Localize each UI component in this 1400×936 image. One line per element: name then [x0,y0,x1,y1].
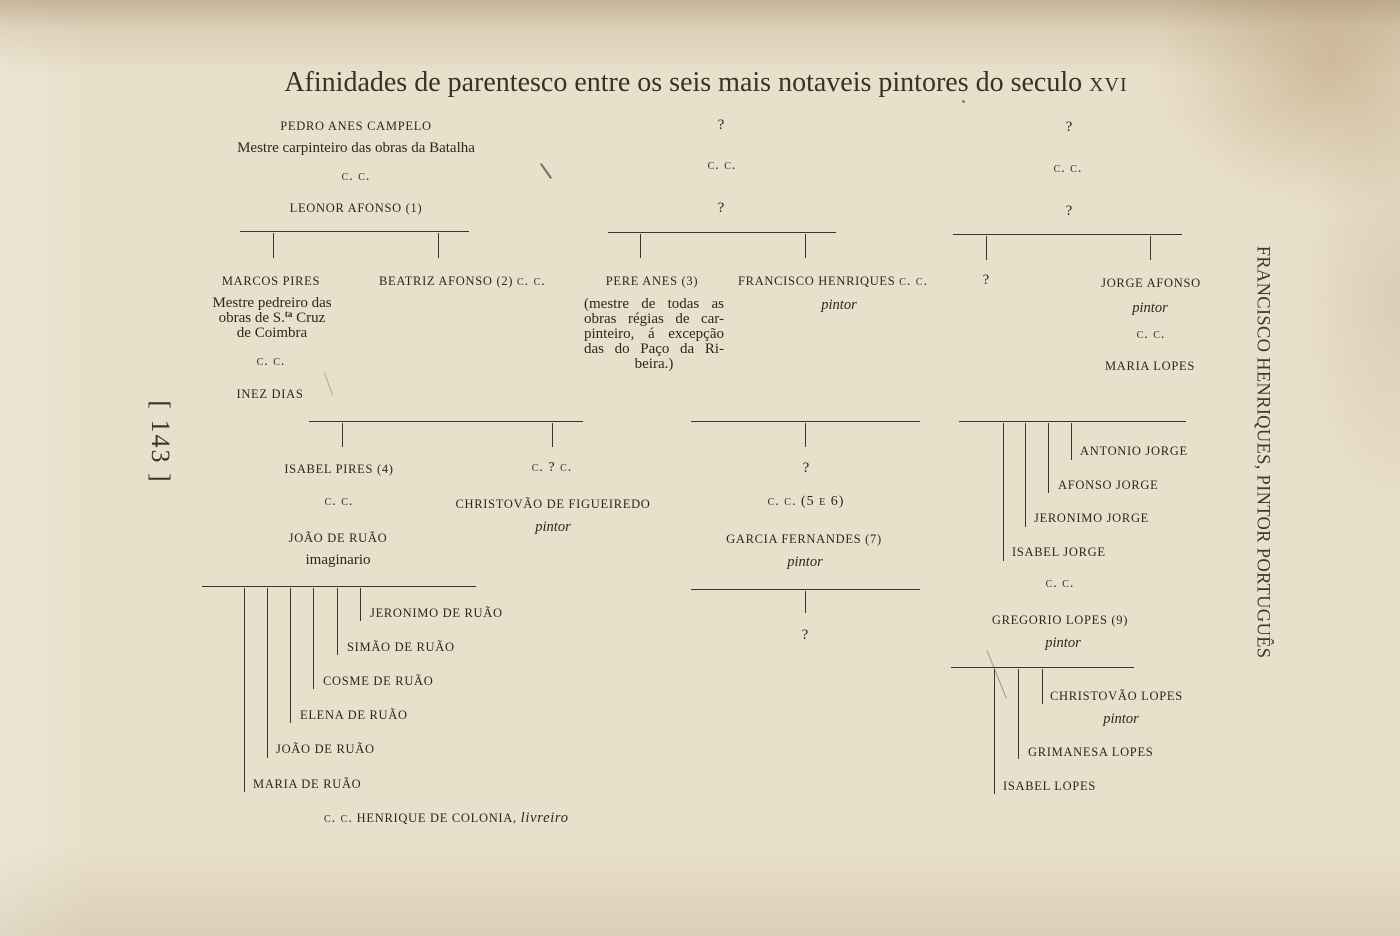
person-henrique-de-colonia [324,810,569,827]
person-jeronimo-de-ruao: JERONIMO DE RUÃO [370,606,503,620]
note-line: obras régias de car- [584,311,724,327]
occupation-label: pintor [535,519,571,535]
person-name: FRANCISCO HENRIQUES [738,274,896,288]
ink-speck [324,373,333,396]
connector-line [244,588,245,792]
connector-line [691,589,920,590]
connector-line [1018,669,1019,759]
person-pere-anes: PERE ANES (3) [605,274,699,288]
connector-line [290,588,291,723]
person-joao-de-ruao-junior: JOÃO DE RUÃO [276,742,375,756]
connector-line [805,591,806,613]
person-name: HENRIQUE DE COLONIA, [356,811,517,825]
connector-line [273,233,274,258]
connector-line [202,586,476,587]
person-jorge-afonso: JORGE AFONSO [1101,276,1201,290]
connector-line [313,588,314,689]
person-maria-de-ruao: MARIA DE RUÃO [253,777,362,791]
person-grimanesa-lopes: GRIMANESA LOPES [1028,745,1154,759]
connector-line [337,588,338,655]
person-elena-de-ruao: ELENA DE RUÃO [300,708,408,722]
connector-line [1150,236,1151,260]
connector-line [1071,423,1072,460]
person-francisco-henriques [738,273,928,290]
marriage-label: c. c. (5 e 6) [767,494,845,509]
occupation-label: pintor [821,297,857,313]
person-inez-dias: INEZ DIAS [236,387,304,401]
occupation-label: livreiro [520,810,569,826]
person-antonio-jorge: ANTONIO JORGE [1080,444,1188,458]
person-isabel-pires: ISABEL PIRES (4) [284,462,394,476]
marriage-label: c. c. [1136,327,1166,342]
person-joao-de-ruao: JOÃO DE RUÃO [288,531,388,545]
unknown-person: ? [802,460,810,476]
connector-line [986,236,987,260]
connector-line [438,233,439,258]
connector-line [691,421,920,422]
person-pedro-anes-campelo: PEDRO ANES CAMPELO [280,119,432,133]
person-note [202,296,342,341]
unknown-person: ? [717,200,725,216]
marriage-label: c. c. [899,274,929,289]
marriage-label: c. ? c. [531,460,573,475]
connector-line [805,234,806,258]
person-simao-de-ruao: SIMÃO DE RUÃO [347,640,455,654]
connector-line [959,421,1186,422]
title-century: xvi [1089,67,1128,98]
person-isabel-lopes: ISABEL LOPES [1003,779,1097,793]
connector-line [608,232,836,233]
unknown-person: ? [717,117,725,133]
connector-line [552,423,553,447]
connector-line [951,667,1134,668]
person-jeronimo-jorge: JERONIMO JORGE [1034,511,1150,525]
person-marcos-pires: MARCOS PIRES [221,274,321,288]
unknown-person: ? [982,272,990,288]
note-line: das do Paço da Ri- [584,341,724,357]
occupation-label: pintor [1103,711,1139,727]
note-text: Cruz [292,310,326,326]
person-christovao-lopes: CHRISTOVÃO LOPES [1050,689,1183,703]
connector-line [953,234,1182,235]
note-line: Mestre pedreiro das [212,295,332,311]
occupation-label: pintor [787,554,823,570]
connector-line [1003,423,1004,561]
ink-speck [540,163,552,179]
note-line [202,311,342,326]
ink-speck [962,100,965,103]
note-line: (mestre de todas as [584,296,724,312]
occupation-label: imaginario [305,552,371,568]
title-text: Afinidades de parentesco entre os seis mais notaveis pintores do seculo [284,67,1083,98]
connector-line [267,588,268,758]
connector-line [994,669,995,794]
marriage-label: c. c. [324,811,353,826]
connector-line [1042,669,1043,704]
running-head: FRANCISCO HENRIQUES, PINTOR PORTUGUÊS [1252,245,1273,659]
connector-line [360,588,361,621]
occupation-label: pintor [1132,300,1168,316]
occupation-label: pintor [1045,635,1081,651]
person-note: Mestre carpinteiro das obras da Batalha [237,140,475,156]
marriage-label: c. c. [324,494,354,509]
marriage-label: c. c. [1045,576,1075,591]
page-number: [ 143 ] [146,400,175,484]
person-leonor-afonso: LEONOR AFONSO (1) [289,201,423,215]
marriage-label: c. c. [1053,161,1083,176]
person-beatriz-afonso [379,273,546,290]
person-afonso-jorge: AFONSO JORGE [1058,478,1159,492]
unknown-person: ? [801,627,809,643]
unknown-person: ? [1065,203,1073,219]
connector-line [1048,423,1049,493]
marriage-label: c. c. [256,354,286,369]
person-note [584,297,724,372]
person-christovao-de-figueiredo: CHRISTOVÃO DE FIGUEIREDO [455,497,651,511]
note-line: de Coimbra [236,325,308,341]
connector-line [240,231,469,232]
person-name: BEATRIZ AFONSO (2) [379,274,514,288]
connector-line [805,423,806,447]
person-cosme-de-ruao: COSME DE RUÃO [323,674,434,688]
connector-line [1025,423,1026,527]
unknown-person: ? [1065,119,1073,135]
person-maria-lopes: MARIA LOPES [1104,359,1196,373]
connector-line [342,423,343,447]
page-title [284,66,1127,100]
note-line: pinteiro, á excepção [584,326,724,342]
ink-speck [986,650,1006,699]
person-garcia-fernandes: GARCIA FERNANDES (7) [726,532,882,546]
connector-line [309,421,583,422]
person-gregorio-lopes: GREGORIO LOPES (9) [991,613,1129,627]
person-isabel-jorge: ISABEL JORGE [1012,545,1106,559]
marriage-label: c. c. [707,158,737,173]
connector-line [640,234,641,258]
marriage-label: c. c. [341,169,371,184]
note-text: obras de S. [218,310,285,326]
note-line: beira.) [634,356,674,372]
marriage-label: c. c. [516,274,546,289]
note-superscript: ta [284,309,293,319]
